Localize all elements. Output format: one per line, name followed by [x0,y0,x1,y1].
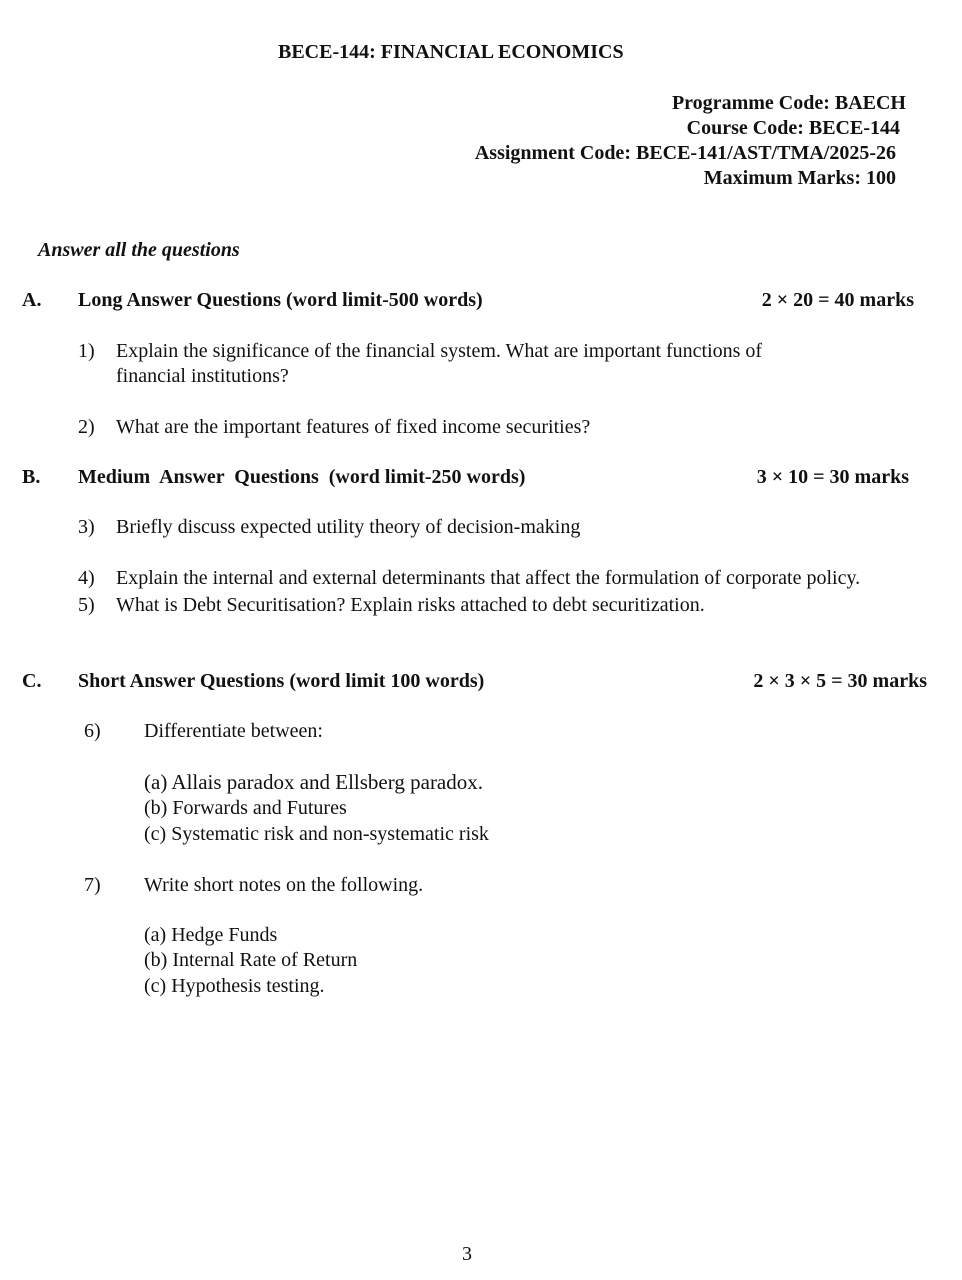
question-number: 4) [78,567,95,589]
question-number: 7) [84,874,101,896]
section-marks: 2 × 3 × 5 = 30 marks [753,670,927,692]
question-text: Explain the internal and external determinants that affect the formulation of corporate policy. [116,567,861,589]
section-marks: 2 × 20 = 40 marks [761,289,914,311]
section-heading: Long Answer Questions (word limit-500 words) [78,289,483,311]
question-part: (c) Systematic risk and non-systematic risk [144,823,489,845]
question-number: 6) [84,720,101,742]
question-number: 5) [78,594,95,616]
question-text: Explain the significance of the financial system. What are important functions of [116,340,763,362]
question-text: What are the important features of fixed income securities? [116,416,591,438]
maximum-marks: Maximum Marks: 100 [703,167,896,189]
section-heading: Medium Answer Questions (word limit-250 words) [78,466,526,488]
question-text: Briefly discuss expected utility theory of decision-making [116,516,581,538]
question-number: 3) [78,516,95,538]
instruction: Answer all the questions [38,239,240,261]
section-letter: B. [22,466,41,488]
question-part: (a) Hedge Funds [144,924,278,946]
section-heading: Short Answer Questions (word limit 100 words) [78,670,485,692]
page-number: 3 [462,1243,472,1265]
question-part: (b) Forwards and Futures [144,797,347,819]
course-code: Course Code: BECE-144 [686,117,900,139]
question-part: (c) Hypothesis testing. [144,975,325,997]
section-marks: 3 × 10 = 30 marks [756,466,909,488]
programme-code: Programme Code: BAECH [671,92,906,114]
question-text: What is Debt Securitisation? Explain risks attached to debt securitization. [116,594,705,616]
assignment-code: Assignment Code: BECE-141/AST/TMA/2025-26 [474,142,896,164]
question-number: 2) [78,416,95,438]
question-text: Write short notes on the following. [144,874,424,896]
section-letter: A. [22,289,42,311]
question-text: Differentiate between: [144,720,323,742]
document-title: BECE-144: FINANCIAL ECONOMICS [278,41,624,63]
section-letter: C. [22,670,42,692]
question-part: (b) Internal Rate of Return [144,949,358,971]
question-part: (a) Allais paradox and Ellsberg paradox. [144,770,484,794]
question-number: 1) [78,340,95,362]
question-text-continued: financial institutions? [116,365,289,387]
